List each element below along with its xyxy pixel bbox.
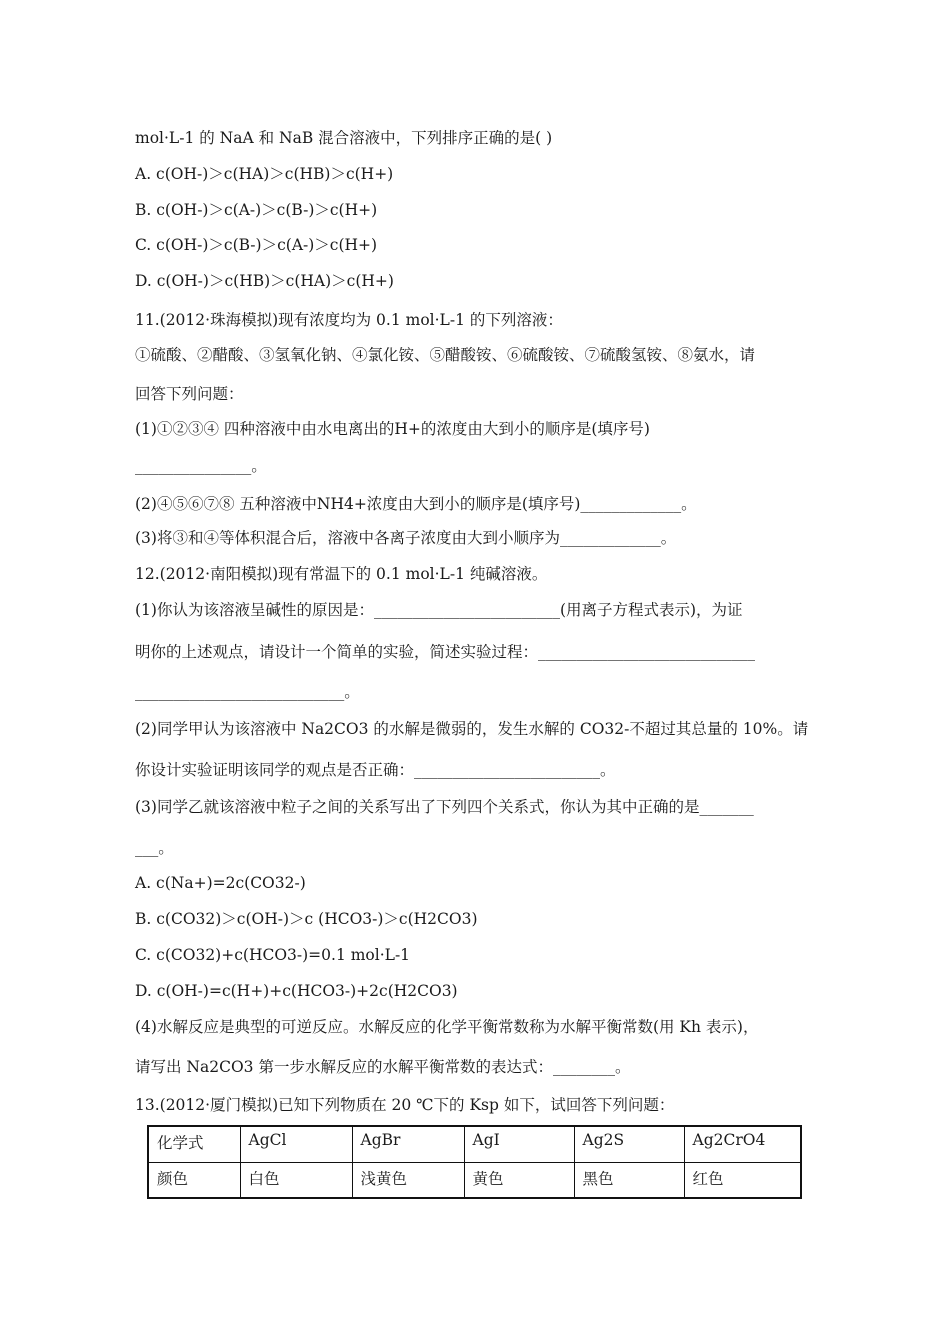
option-d: D. c(OH-)＞c(HB)＞c(HA)＞c(H+) <box>135 272 394 290</box>
question-11-instruction: 回答下列问题： <box>135 385 244 403</box>
table-cell: AgCl <box>240 1126 352 1162</box>
question-12-part-4-cont: 请写出 Na2CO3 第一步水解反应的水解平衡常数的表达式：________。 <box>135 1058 631 1076</box>
table-cell: 黄色 <box>464 1162 574 1198</box>
table-cell: 白色 <box>240 1162 352 1198</box>
table-cell: 化学式 <box>148 1126 240 1162</box>
question-12-part-2-cont: 你设计实验证明该同学的观点是否正确：________________________。 <box>135 761 616 779</box>
table-row <box>148 1126 801 1162</box>
table-cell: 颜色 <box>148 1162 240 1198</box>
question-12-option-d: D. c(OH-)=c(H+)+c(HCO3-)+2c(H2CO3) <box>135 982 458 1000</box>
question-12-part-1-cont: 明你的上述观点，请设计一个简单的实验，简述实验过程：____________________________ <box>135 643 756 661</box>
table-cell: AgI <box>464 1126 574 1162</box>
table-cell: 浅黄色 <box>352 1162 464 1198</box>
question-12-part-4: (4)水解反应是典型的可逆反应。水解反应的化学平衡常数称为水解平衡常数(用 Kh 表示)， <box>135 1018 759 1036</box>
option-b: B. c(OH-)＞c(A-)＞c(B-)＞c(H+) <box>135 201 378 219</box>
table-cell: 红色 <box>684 1162 801 1198</box>
question-11-part-3: (3)将③和④等体积混合后，溶液中各离子浓度由大到小顺序为_____________。 <box>135 529 677 547</box>
question-12-part-3-blank: ___。 <box>135 839 174 857</box>
question-12-option-a: A. c(Na+)=2c(CO32-) <box>135 874 306 892</box>
question-12-part-1: (1)你认为该溶液呈碱性的原因是：________________________(用离子方程式表示)，为证 <box>135 601 743 619</box>
question-12-part-3: (3)同学乙就该溶液中粒子之间的关系写出了下列四个关系式，你认为其中正确的是_______ <box>135 798 754 816</box>
table-row <box>148 1162 801 1198</box>
table-cell: Ag2CrO4 <box>684 1126 801 1162</box>
table-cell: 黑色 <box>574 1162 684 1198</box>
question-11-solutions: ①硫酸、②醋酸、③氢氧化钠、④氯化铵、⑤醋酸铵、⑥硫酸铵、⑦硫酸氢铵、⑧氨水，请 <box>135 346 756 364</box>
question-13-stem: 13.(2012·厦门模拟)已知下列物质在 20 ℃下的 Ksp 如下，试回答下列问题： <box>135 1096 675 1114</box>
question-12-option-c: C. c(CO32)+c(HCO3-)=0.1 mol·L-1 <box>135 946 411 964</box>
question-11-stem: 11.(2012·珠海模拟)现有浓度均为 0.1 mol·L-1 的下列溶液： <box>135 311 563 329</box>
option-c: C. c(OH-)＞c(B-)＞c(A-)＞c(H+) <box>135 236 378 254</box>
ksp-table <box>147 1125 802 1199</box>
question-12-part-2: (2)同学甲认为该溶液中 Na2CO3 的水解是微弱的，发生水解的 CO32-不超过其总量的 10%。请 <box>135 720 809 738</box>
question-10-stem: mol·L-1 的 NaA 和 NaB 混合溶液中，下列排序正确的是( ) <box>135 129 553 147</box>
question-11-part-1: (1)①②③④ 四种溶液中由水电离出的H+的浓度由大到小的顺序是(填序号) <box>135 420 650 438</box>
question-11-part-1-blank: _______________。 <box>135 457 267 475</box>
question-12-stem: 12.(2012·南阳模拟)现有常温下的 0.1 mol·L-1 纯碱溶液。 <box>135 565 548 583</box>
question-11-part-2: (2)④⑤⑥⑦⑧ 五种溶液中NH4+浓度由大到小的顺序是(填序号)_____________。 <box>135 495 697 513</box>
question-12-part-1-blank: ___________________________。 <box>135 683 360 701</box>
option-a: A. c(OH-)＞c(HA)＞c(HB)＞c(H+) <box>135 165 394 183</box>
table-cell: AgBr <box>352 1126 464 1162</box>
table-cell: Ag2S <box>574 1126 684 1162</box>
question-12-option-b: B. c(CO32)＞c(OH-)＞c (HCO3-)＞c(H2CO3) <box>135 910 478 928</box>
